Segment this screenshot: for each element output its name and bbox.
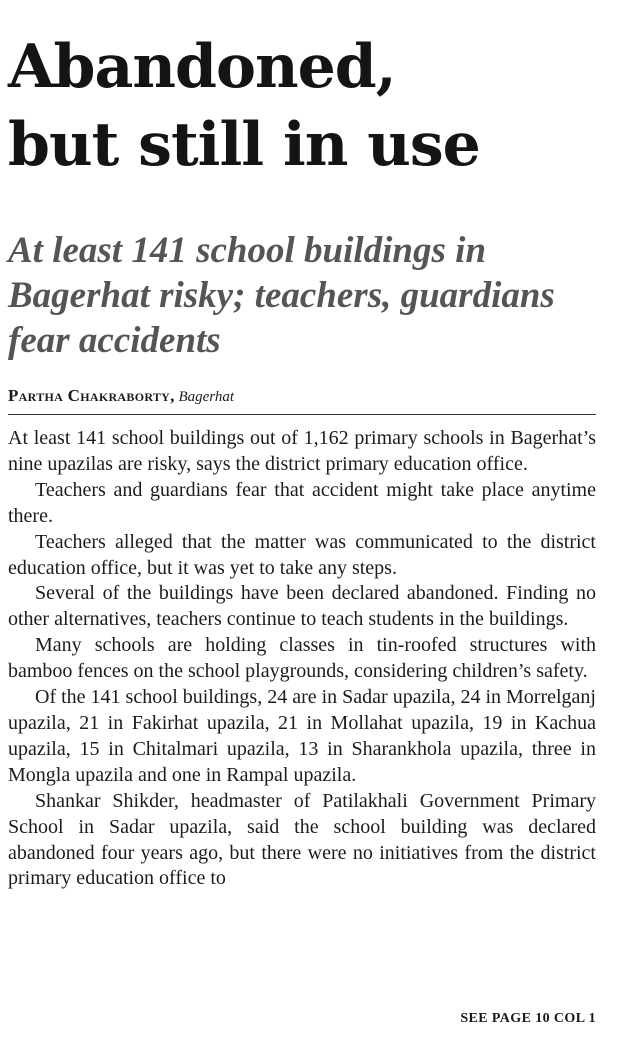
- body-paragraph: Teachers alleged that the matter was communicated to the district education office, but it was yet to take any steps.: [8, 530, 596, 579]
- body-paragraph: Shankar Shikder, headmaster of Patilakhali Government Primary School in Sadar upazila, said the school building was declared abandoned four years ago, but there were no initiatives from the district primary education office to: [8, 789, 596, 890]
- continued-on-page-link[interactable]: SEE PAGE 10 COL 1: [460, 1011, 596, 1026]
- headline-line-2: but still in use: [8, 110, 480, 180]
- body-paragraph: Of the 141 school buildings, 24 are in Sadar upazila, 24 in Morrelganj upazila, 21 in Fakirhat upazila, 21 in Mollahat upazila, 19 in Kachua upazila, 15 in Chitalmari upazila, 13 in Sharankhola upazila, three in Mongla upazila and one in Rampal upazila.: [8, 686, 596, 786]
- body-paragraph: Several of the buildings have been declared abandoned. Finding no other alternatives, teachers continue to teach students in the buildings.: [8, 582, 596, 631]
- body-paragraph: Teachers and guardians fear that accident might take place anytime there.: [8, 478, 596, 527]
- body-paragraph: Many schools are holding classes in tin-roofed structures with bamboo fences on the school playgrounds, considering children’s safety.: [8, 634, 596, 683]
- byline-author: Partha Chakraborty,: [8, 386, 175, 405]
- byline-place: Bagerhat: [178, 389, 235, 405]
- subheadline: At least 141 school buildings in Bagerhat risky; teachers, guardians fear accidents: [8, 230, 555, 361]
- body-paragraph: At least 141 school buildings out of 1,162 primary schools in Bagerhat’s nine upazilas are risky, says the district primary education office.: [8, 427, 596, 475]
- article-body: [8, 426, 596, 892]
- byline-divider: [8, 414, 596, 415]
- byline: [8, 386, 598, 406]
- headline-line-1: Abandoned,: [8, 32, 396, 102]
- headline: [8, 28, 613, 184]
